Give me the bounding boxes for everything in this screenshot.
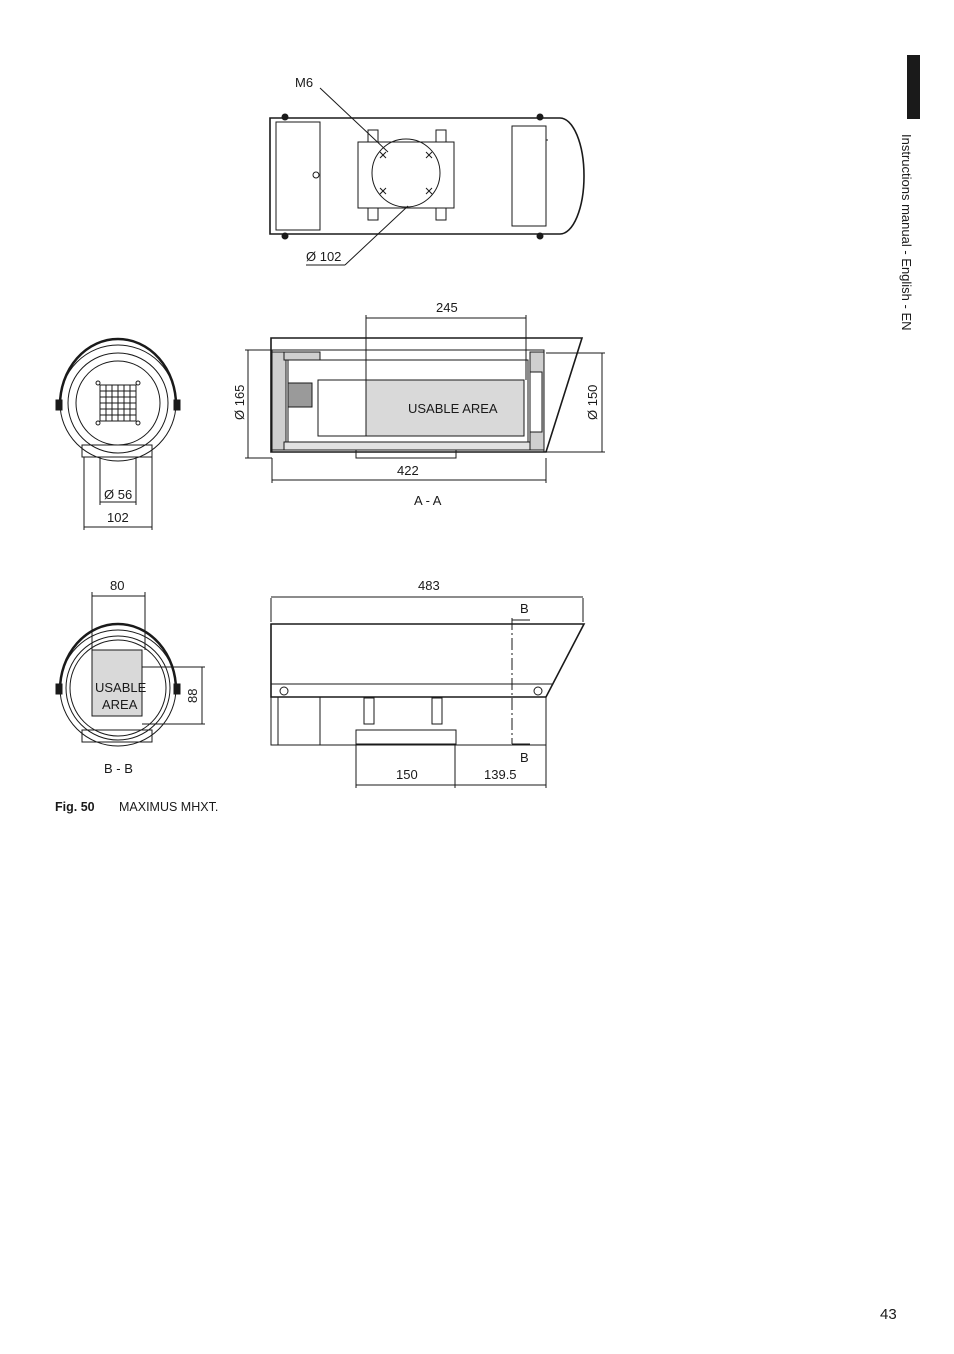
dim-245-label: 245	[436, 300, 458, 315]
side-tab-label: Instructions manual - English - EN	[899, 134, 914, 331]
side-view	[271, 578, 584, 788]
usable-area-front-line2: AREA	[102, 697, 138, 712]
usable-area-label: USABLE AREA	[408, 401, 498, 416]
figure-title: MAXIMUS MHXT.	[119, 800, 219, 814]
m6-label: M6	[295, 75, 314, 90]
cut-b-bottom-label: B	[520, 750, 529, 765]
cut-b-top-label: B	[520, 601, 529, 616]
diameter-102-label: Ø 102	[306, 249, 342, 264]
dim-483-label: 483	[418, 578, 440, 593]
section-aa-view	[232, 300, 605, 508]
usable-area-front-line1: USABLE	[95, 680, 147, 695]
section-bb-view	[56, 578, 205, 776]
section-aa-label: A - A	[414, 493, 442, 508]
dim-139-5-label: 139.5	[484, 767, 517, 782]
dim-88-label: 88	[185, 688, 200, 703]
dim-150-label: 150	[396, 767, 418, 782]
figure-number: Fig. 50	[55, 800, 95, 814]
top-view	[270, 75, 584, 265]
front-view	[56, 339, 180, 530]
diameter-150-label: Ø 150	[585, 384, 600, 420]
page-number: 43	[880, 1306, 897, 1323]
diameter-165-label: Ø 165	[232, 384, 247, 420]
figure-caption	[55, 800, 218, 814]
dim-80-label: 80	[110, 578, 125, 593]
section-bb-label: B - B	[104, 761, 133, 776]
dim-102-label: 102	[107, 510, 129, 525]
diameter-56-label: Ø 56	[104, 487, 133, 502]
dim-422-label: 422	[397, 463, 419, 478]
